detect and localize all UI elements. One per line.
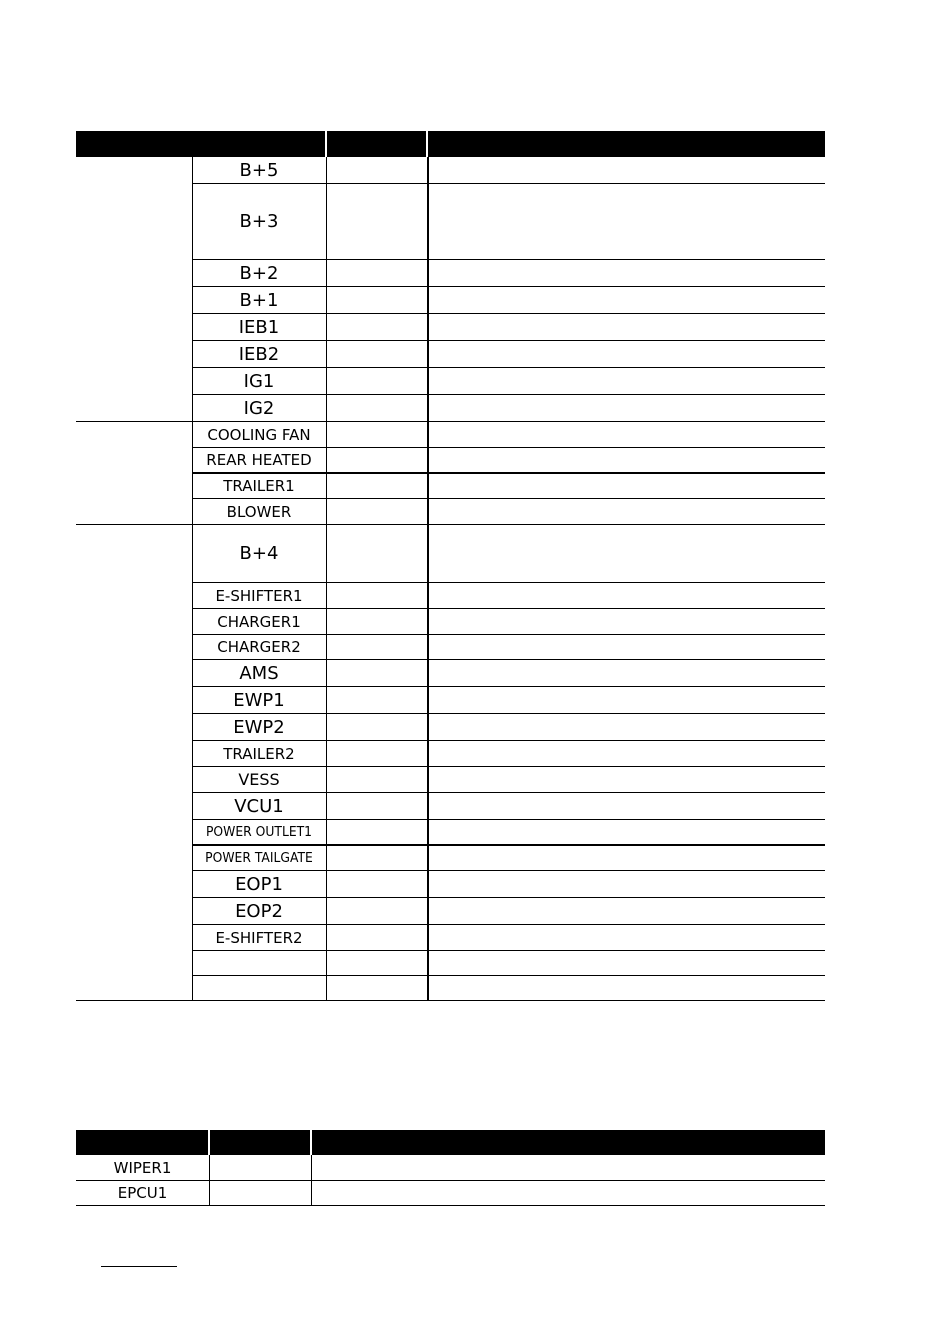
table-header <box>76 1130 825 1155</box>
fuse-name: B+3 <box>239 211 279 232</box>
header-separator <box>310 1130 312 1155</box>
table-header <box>76 131 825 157</box>
fuse-name: EOP1 <box>235 873 283 895</box>
fuse-name: B+5 <box>239 159 279 181</box>
column-divider <box>427 157 429 1001</box>
fuse-name: AMS <box>239 662 279 684</box>
fuse-name: B+1 <box>239 289 279 311</box>
group-divider <box>76 421 825 422</box>
fuse-name <box>192 951 326 975</box>
fuse-name <box>192 976 326 1000</box>
fuse-name: CHARGER1 <box>217 612 301 631</box>
fuse-name: EPCU1 <box>117 1184 168 1202</box>
fuse-name: E-SHIFTER1 <box>215 586 303 605</box>
fuse-name: POWER TAILGATE <box>205 850 313 866</box>
table-bottom-rule <box>76 1000 825 1001</box>
group-divider <box>76 524 825 525</box>
header-separator <box>208 1130 210 1155</box>
fuse-name: TRAILER2 <box>223 744 295 763</box>
fuse-name: IG2 <box>243 397 275 419</box>
fuse-name: EWP2 <box>233 716 285 738</box>
fuse-name: BLOWER <box>226 502 292 521</box>
header-separator <box>325 131 327 157</box>
fuse-name: POWER OUTLET1 <box>205 824 313 840</box>
fuse-name: WIPER1 <box>113 1158 172 1177</box>
fuse-name: B+2 <box>239 262 279 284</box>
fuse-name: TRAILER1 <box>223 477 295 495</box>
header-separator <box>426 131 428 157</box>
fuse-name: EWP1 <box>233 689 285 711</box>
column-divider <box>326 157 327 1001</box>
footer-rule <box>101 1266 177 1267</box>
fuse-name: CHARGER2 <box>217 638 301 656</box>
fuse-name: VESS <box>238 770 280 789</box>
fuse-name: IEB2 <box>238 343 280 365</box>
fuse-name: REAR HEATED <box>206 451 312 469</box>
table-bottom-rule <box>76 1205 825 1206</box>
fuse-name: B+4 <box>239 543 279 564</box>
fuse-name: IG1 <box>243 370 275 392</box>
fuse-name: VCU1 <box>234 795 284 817</box>
fuse-name: E-SHIFTER2 <box>215 928 303 947</box>
fuse-name: EOP2 <box>235 900 283 922</box>
fuse-name: COOLING FAN <box>207 425 311 444</box>
fuse-name: IEB1 <box>238 316 280 338</box>
